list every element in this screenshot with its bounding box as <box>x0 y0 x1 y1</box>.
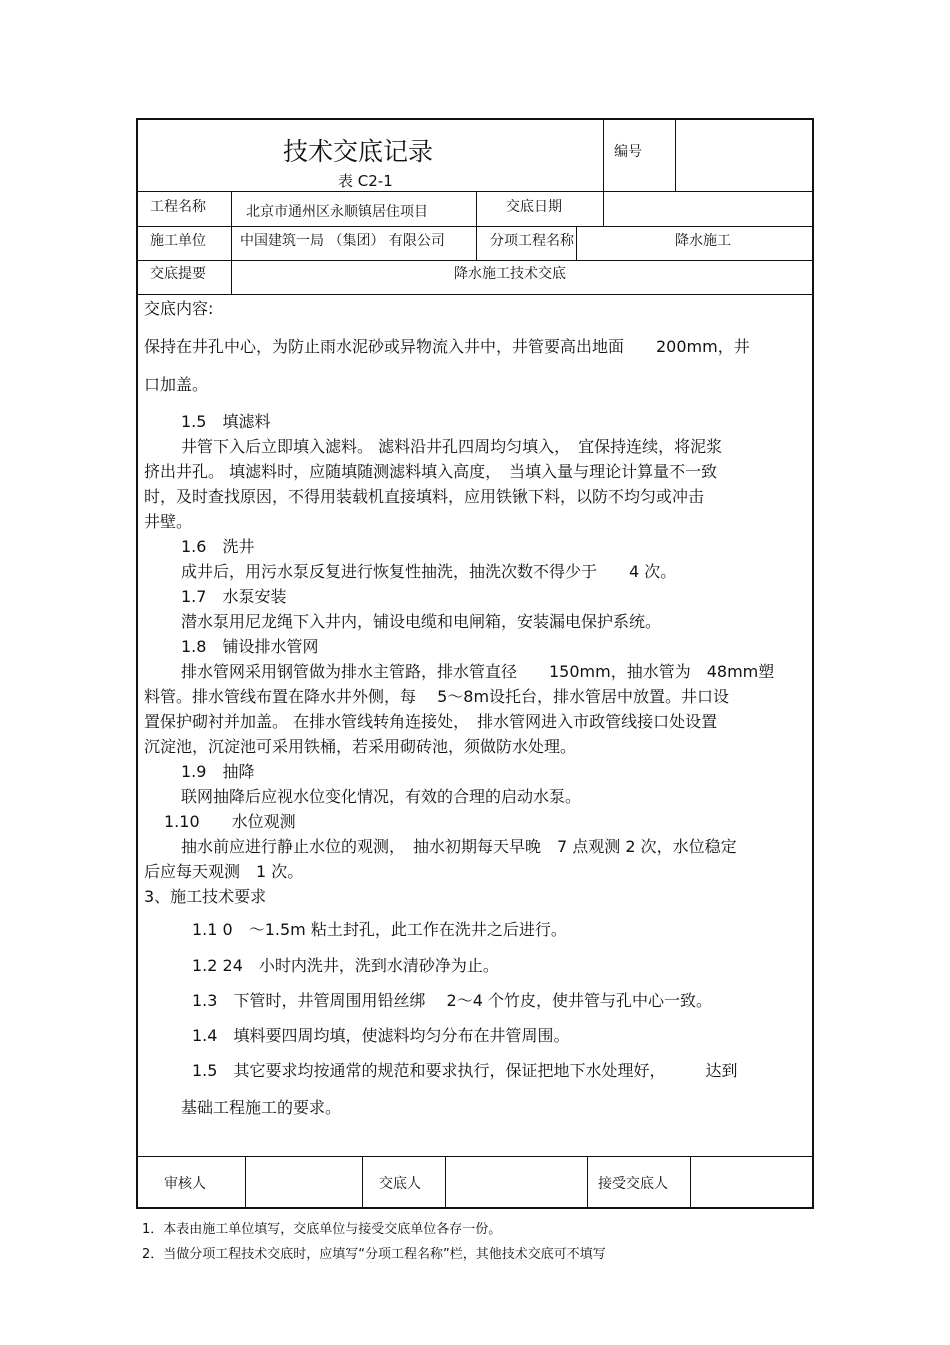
document-title: 技术交底记录 <box>283 137 434 166</box>
construction-unit-value: 中国建筑一局 （集团） 有限公司 <box>240 233 445 249</box>
content-line: 1.3 下管时，井管周围用铅丝绑 2～4 个竹皮，使井管与孔中心一致。 <box>192 991 712 1010</box>
content-line: 1.5 其它要求均按通常的规范和要求执行，保证把地下水处理好， 达到 <box>192 1061 738 1080</box>
divider <box>603 191 604 226</box>
divider <box>245 1156 246 1209</box>
content-line: 排水管网采用钢管做为排水主管路，排水管直径 150mm，抽水管为 48mm塑 <box>181 662 775 681</box>
divider <box>362 1156 363 1209</box>
number-label: 编号 <box>614 144 642 160</box>
divider <box>603 120 604 191</box>
subproject-name-value: 降水施工 <box>675 233 731 249</box>
divider <box>138 294 812 295</box>
divider <box>587 1156 588 1209</box>
content-line: 联网抽降后应视水位变化情况，有效的合理的启动水泵。 <box>181 787 582 806</box>
content-line: 时，及时查找原因，不得用装载机直接填料，应用铁锹下料，以防不均匀或冲击 <box>144 487 705 506</box>
divider <box>476 191 477 260</box>
divider <box>138 1156 812 1157</box>
content-line: 1.4 填料要四周均填，使滤料均匀分布在井管周围。 <box>192 1026 570 1045</box>
divider <box>231 191 232 294</box>
content-line: 成井后，用污水泵反复进行恢复性抽洗，抽洗次数不得少于 4 次。 <box>181 562 677 581</box>
content-line: 1.2 24 小时内洗井，洗到水清砂净为止。 <box>192 956 499 975</box>
date-label: 交底日期 <box>506 199 562 215</box>
divider <box>445 1156 446 1209</box>
project-name-label: 工程名称 <box>150 199 206 215</box>
divider <box>576 226 577 260</box>
content-line: 1.10 水位观测 <box>164 812 296 831</box>
receiver-label: 接受交底人 <box>598 1176 668 1192</box>
content-line: 1.5 填滤料 <box>181 412 271 431</box>
project-name-value: 北京市通州区永顺镇居住项目 <box>246 204 428 220</box>
divider <box>675 120 676 191</box>
reviewer-label: 审核人 <box>164 1176 206 1192</box>
content-line: 后应每天观测 1 次。 <box>144 862 304 881</box>
summary-value: 降水施工技术交底 <box>454 266 566 282</box>
content-line: 抽水前应进行静止水位的观测， 抽水初期每天早晚 7 点观测 2 次，水位稳定 <box>181 837 737 856</box>
content-line: 1.6 洗井 <box>181 537 255 556</box>
content-line: 料管。排水管线布置在降水井外侧，每 5～8m设托台，排水管居中放置。井口设 <box>144 687 730 706</box>
content-line: 井壁。 <box>144 512 193 531</box>
content-line: 置保护砌衬并加盖。 在排水管线转角连接处， 排水管网进入市政管线接口处设置 <box>144 712 718 731</box>
content-heading: 交底内容: <box>144 299 214 318</box>
divider <box>690 1156 691 1209</box>
footnote: 2．当做分项工程技术交底时，应填写“分项工程名称”栏，其他技术交底可不填写 <box>142 1247 606 1262</box>
content-line: 1.1 0 ～1.5m 粘土封孔，此工作在洗井之后进行。 <box>192 920 567 939</box>
construction-unit-label: 施工单位 <box>150 233 206 249</box>
summary-label: 交底提要 <box>150 266 206 282</box>
content-line: 1.9 抽降 <box>181 762 255 781</box>
content-line: 1.7 水泵安装 <box>181 587 287 606</box>
content-line: 井管下入后立即填入滤料。 滤料沿井孔四周均匀填入， 宜保持连续，将泥浆 <box>181 437 723 456</box>
content-line: 潜水泵用尼龙绳下入井内，铺设电缆和电闸箱，安装漏电保护系统。 <box>181 612 662 631</box>
divider <box>138 191 812 192</box>
discloser-label: 交底人 <box>379 1176 421 1192</box>
content-line: 基础工程施工的要求。 <box>181 1098 342 1117</box>
content-line: 1.8 铺设排水管网 <box>181 637 319 656</box>
form-number: 表 C2-1 <box>338 172 393 190</box>
subproject-name-label: 分项工程名称 <box>490 233 574 249</box>
divider <box>138 260 812 261</box>
content-line: 沉淀池，沉淀池可采用铁桶，若采用砌砖池，须做防水处理。 <box>144 737 577 756</box>
content-line: 挤出井孔。 填滤料时，应随填随测滤料填入高度， 当填入量与理论计算量不一致 <box>144 462 718 481</box>
content-line: 口加盖。 <box>144 375 209 394</box>
footnote: 1．本表由施工单位填写，交底单位与接受交底单位各存一份。 <box>142 1222 502 1237</box>
divider <box>138 226 812 227</box>
section-heading: 3、施工技术要求 <box>144 887 267 906</box>
disclosure-record-table <box>136 118 814 1209</box>
content-line: 保持在井孔中心，为防止雨水泥砂或异物流入井中，井管要高出地面 200mm，井 <box>144 337 750 356</box>
